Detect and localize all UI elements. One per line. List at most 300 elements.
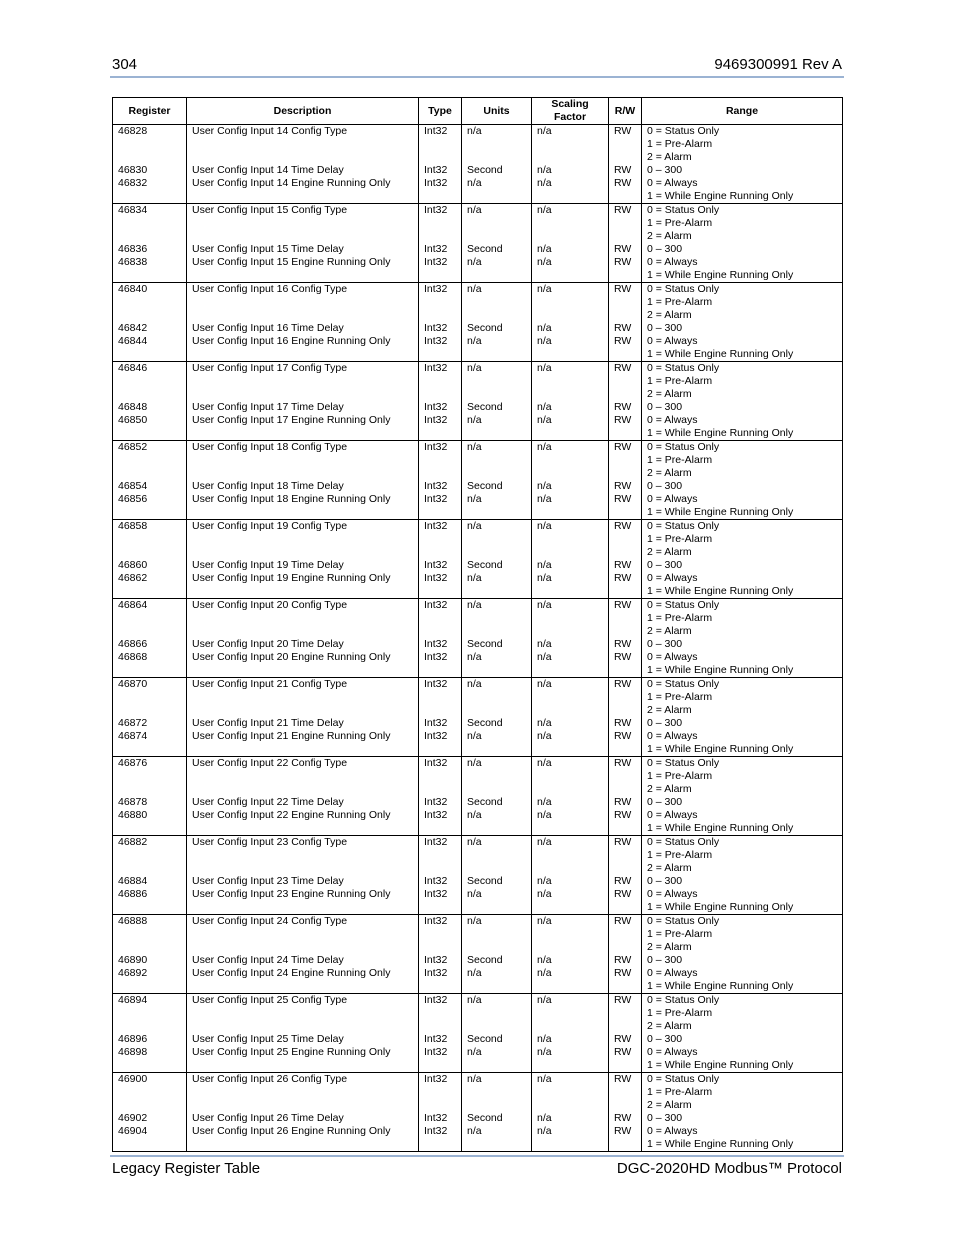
cell-units: n/a xyxy=(462,836,532,876)
cell-register: 46890 xyxy=(113,954,187,967)
cell-units: n/a xyxy=(462,757,532,797)
range-line: 0 = Status Only xyxy=(647,1073,720,1085)
table-row xyxy=(113,335,843,362)
cell-range xyxy=(642,480,843,493)
range-line: 0 = Status Only xyxy=(647,362,720,374)
range-line: 0 – 300 xyxy=(647,401,683,413)
range-line: 0 – 300 xyxy=(647,322,683,334)
cell-rw: RW xyxy=(609,875,642,888)
table-row xyxy=(113,283,843,323)
cell-range xyxy=(642,1073,843,1113)
range-line: 0 = Always xyxy=(647,414,698,426)
table-row xyxy=(113,967,843,994)
cell-register: 46886 xyxy=(113,888,187,915)
cell-rw: RW xyxy=(609,1046,642,1073)
cell-scaling-factor: n/a xyxy=(532,809,609,836)
cell-register: 46870 xyxy=(113,678,187,718)
cell-units: Second xyxy=(462,954,532,967)
cell-rw: RW xyxy=(609,177,642,204)
cell-description: User Config Input 16 Config Type xyxy=(187,283,419,323)
cell-units: n/a xyxy=(462,572,532,599)
cell-type: Int32 xyxy=(419,401,462,414)
range-line: 1 = While Engine Running Only xyxy=(647,427,794,439)
cell-rw: RW xyxy=(609,954,642,967)
table-row xyxy=(113,1112,843,1125)
cell-range xyxy=(642,967,843,994)
cell-register: 46840 xyxy=(113,283,187,323)
cell-type: Int32 xyxy=(419,335,462,362)
range-line: 2 = Alarm xyxy=(647,230,692,242)
cell-register: 46876 xyxy=(113,757,187,797)
cell-register: 46854 xyxy=(113,480,187,493)
cell-range xyxy=(642,1033,843,1046)
cell-type: Int32 xyxy=(419,177,462,204)
cell-rw: RW xyxy=(609,204,642,244)
cell-scaling-factor: n/a xyxy=(532,401,609,414)
cell-range xyxy=(642,493,843,520)
cell-type: Int32 xyxy=(419,520,462,560)
cell-rw: RW xyxy=(609,1073,642,1113)
range-line: 2 = Alarm xyxy=(647,1020,692,1032)
cell-register: 46888 xyxy=(113,915,187,955)
range-line: 0 = Status Only xyxy=(647,994,720,1006)
range-line: 1 = Pre-Alarm xyxy=(647,454,713,466)
table-row xyxy=(113,875,843,888)
cell-register: 46844 xyxy=(113,335,187,362)
cell-scaling-factor: n/a xyxy=(532,1125,609,1152)
table-row xyxy=(113,493,843,520)
table-row xyxy=(113,915,843,955)
table-row xyxy=(113,414,843,441)
cell-description: User Config Input 21 Time Delay xyxy=(187,717,419,730)
cell-rw: RW xyxy=(609,796,642,809)
cell-range xyxy=(642,796,843,809)
col-header-units: Units xyxy=(462,98,532,125)
cell-range xyxy=(642,335,843,362)
cell-description: User Config Input 19 Time Delay xyxy=(187,559,419,572)
range-line: 2 = Alarm xyxy=(647,467,692,479)
cell-description: User Config Input 18 Time Delay xyxy=(187,480,419,493)
cell-rw: RW xyxy=(609,1033,642,1046)
cell-units: n/a xyxy=(462,1125,532,1152)
cell-scaling-factor: n/a xyxy=(532,638,609,651)
cell-scaling-factor: n/a xyxy=(532,1112,609,1125)
cell-type: Int32 xyxy=(419,875,462,888)
cell-description: User Config Input 14 Config Type xyxy=(187,125,419,165)
cell-units: n/a xyxy=(462,730,532,757)
range-line: 0 = Status Only xyxy=(647,599,720,611)
cell-description: User Config Input 24 Config Type xyxy=(187,915,419,955)
cell-rw: RW xyxy=(609,1125,642,1152)
cell-range xyxy=(642,954,843,967)
range-line: 0 = Status Only xyxy=(647,520,720,532)
cell-range xyxy=(642,322,843,335)
range-line: 1 = Pre-Alarm xyxy=(647,928,713,940)
cell-rw: RW xyxy=(609,493,642,520)
range-line: 0 = Status Only xyxy=(647,441,720,453)
cell-description: User Config Input 23 Engine Running Only xyxy=(187,888,419,915)
cell-scaling-factor: n/a xyxy=(532,836,609,876)
cell-rw: RW xyxy=(609,638,642,651)
cell-type: Int32 xyxy=(419,125,462,165)
cell-scaling-factor: n/a xyxy=(532,414,609,441)
table-row xyxy=(113,1125,843,1152)
cell-description: User Config Input 25 Config Type xyxy=(187,994,419,1034)
range-line: 0 = Status Only xyxy=(647,757,720,769)
cell-scaling-factor: n/a xyxy=(532,1046,609,1073)
cell-type: Int32 xyxy=(419,1073,462,1113)
cell-type: Int32 xyxy=(419,796,462,809)
cell-range xyxy=(642,888,843,915)
footer-product-title: DGC-2020HD Modbus™ Protocol xyxy=(616,1160,842,1177)
cell-range xyxy=(642,520,843,560)
cell-scaling-factor: n/a xyxy=(532,967,609,994)
cell-description: User Config Input 21 Config Type xyxy=(187,678,419,718)
cell-rw: RW xyxy=(609,967,642,994)
table-row xyxy=(113,177,843,204)
cell-register: 46830 xyxy=(113,164,187,177)
cell-rw: RW xyxy=(609,1112,642,1125)
cell-rw: RW xyxy=(609,809,642,836)
range-line: 0 = Always xyxy=(647,809,698,821)
table-row xyxy=(113,678,843,718)
range-line: 1 = Pre-Alarm xyxy=(647,533,713,545)
cell-scaling-factor: n/a xyxy=(532,757,609,797)
cell-scaling-factor: n/a xyxy=(532,283,609,323)
range-line: 0 – 300 xyxy=(647,559,683,571)
cell-type: Int32 xyxy=(419,994,462,1034)
range-line: 1 = While Engine Running Only xyxy=(647,348,794,360)
cell-rw: RW xyxy=(609,362,642,402)
cell-rw: RW xyxy=(609,256,642,283)
cell-description: User Config Input 25 Engine Running Only xyxy=(187,1046,419,1073)
cell-scaling-factor: n/a xyxy=(532,730,609,757)
cell-scaling-factor: n/a xyxy=(532,243,609,256)
cell-rw: RW xyxy=(609,915,642,955)
table-row xyxy=(113,1073,843,1113)
cell-units: n/a xyxy=(462,915,532,955)
cell-scaling-factor: n/a xyxy=(532,204,609,244)
cell-type: Int32 xyxy=(419,164,462,177)
range-line: 1 = Pre-Alarm xyxy=(647,770,713,782)
range-line: 0 – 300 xyxy=(647,480,683,492)
table-row xyxy=(113,954,843,967)
table-row xyxy=(113,572,843,599)
cell-units: n/a xyxy=(462,204,532,244)
cell-scaling-factor: n/a xyxy=(532,177,609,204)
table-row xyxy=(113,125,843,165)
cell-range xyxy=(642,717,843,730)
range-line: 1 = Pre-Alarm xyxy=(647,296,713,308)
cell-rw: RW xyxy=(609,414,642,441)
cell-description: User Config Input 16 Engine Running Only xyxy=(187,335,419,362)
table-row xyxy=(113,638,843,651)
cell-scaling-factor: n/a xyxy=(532,335,609,362)
cell-register: 46878 xyxy=(113,796,187,809)
range-line: 0 = Always xyxy=(647,730,698,742)
range-line: 0 = Always xyxy=(647,335,698,347)
range-line: 0 = Always xyxy=(647,572,698,584)
range-line: 1 = Pre-Alarm xyxy=(647,138,713,150)
cell-description: User Config Input 24 Time Delay xyxy=(187,954,419,967)
cell-range xyxy=(642,256,843,283)
cell-range xyxy=(642,915,843,955)
cell-units: n/a xyxy=(462,599,532,639)
cell-register: 46842 xyxy=(113,322,187,335)
range-line: 2 = Alarm xyxy=(647,783,692,795)
range-line: 1 = While Engine Running Only xyxy=(647,1059,794,1071)
cell-register: 46832 xyxy=(113,177,187,204)
cell-type: Int32 xyxy=(419,1033,462,1046)
cell-scaling-factor: n/a xyxy=(532,480,609,493)
cell-rw: RW xyxy=(609,757,642,797)
range-line: 0 = Always xyxy=(647,1125,698,1137)
cell-register: 46904 xyxy=(113,1125,187,1152)
cell-rw: RW xyxy=(609,572,642,599)
cell-description: User Config Input 21 Engine Running Only xyxy=(187,730,419,757)
cell-units: n/a xyxy=(462,335,532,362)
cell-units: Second xyxy=(462,480,532,493)
cell-units: n/a xyxy=(462,994,532,1034)
cell-scaling-factor: n/a xyxy=(532,888,609,915)
cell-register: 46852 xyxy=(113,441,187,481)
cell-units: n/a xyxy=(462,520,532,560)
range-line: 1 = Pre-Alarm xyxy=(647,375,713,387)
cell-units: n/a xyxy=(462,177,532,204)
cell-range xyxy=(642,572,843,599)
cell-range xyxy=(642,441,843,481)
cell-range xyxy=(642,1125,843,1152)
cell-rw: RW xyxy=(609,678,642,718)
cell-register: 46900 xyxy=(113,1073,187,1113)
range-line: 1 = Pre-Alarm xyxy=(647,612,713,624)
cell-range xyxy=(642,401,843,414)
cell-type: Int32 xyxy=(419,204,462,244)
cell-units: n/a xyxy=(462,441,532,481)
range-line: 0 = Always xyxy=(647,651,698,663)
table-row xyxy=(113,322,843,335)
col-header-scaling-factor: Scaling Factor xyxy=(532,98,609,125)
range-line: 0 = Always xyxy=(647,967,698,979)
cell-description: User Config Input 18 Config Type xyxy=(187,441,419,481)
col-header-range: Range xyxy=(642,98,843,125)
cell-units: Second xyxy=(462,717,532,730)
document-number: 9469300991 Rev A xyxy=(714,56,842,73)
range-line: 2 = Alarm xyxy=(647,625,692,637)
cell-range xyxy=(642,994,843,1034)
range-line: 2 = Alarm xyxy=(647,862,692,874)
cell-units: Second xyxy=(462,559,532,572)
cell-scaling-factor: n/a xyxy=(532,1073,609,1113)
cell-description: User Config Input 23 Time Delay xyxy=(187,875,419,888)
cell-rw: RW xyxy=(609,283,642,323)
cell-description: User Config Input 15 Config Type xyxy=(187,204,419,244)
range-line: 0 – 300 xyxy=(647,717,683,729)
cell-description: User Config Input 23 Config Type xyxy=(187,836,419,876)
col-header-description: Description xyxy=(187,98,419,125)
cell-rw: RW xyxy=(609,401,642,414)
range-line: 2 = Alarm xyxy=(647,941,692,953)
cell-units: n/a xyxy=(462,809,532,836)
cell-units: n/a xyxy=(462,888,532,915)
header-divider xyxy=(110,76,844,78)
range-line: 1 = While Engine Running Only xyxy=(647,190,794,202)
cell-units: n/a xyxy=(462,651,532,678)
range-line: 0 – 300 xyxy=(647,638,683,650)
range-line: 1 = Pre-Alarm xyxy=(647,1086,713,1098)
cell-scaling-factor: n/a xyxy=(532,441,609,481)
table-row xyxy=(113,809,843,836)
cell-register: 46838 xyxy=(113,256,187,283)
cell-scaling-factor: n/a xyxy=(532,362,609,402)
cell-rw: RW xyxy=(609,243,642,256)
cell-scaling-factor: n/a xyxy=(532,717,609,730)
cell-type: Int32 xyxy=(419,572,462,599)
page-number: 304 xyxy=(112,56,138,73)
table-row xyxy=(113,441,843,481)
cell-scaling-factor: n/a xyxy=(532,256,609,283)
cell-range xyxy=(642,1112,843,1125)
range-line: 0 – 300 xyxy=(647,243,683,255)
cell-scaling-factor: n/a xyxy=(532,954,609,967)
cell-type: Int32 xyxy=(419,256,462,283)
cell-description: User Config Input 26 Config Type xyxy=(187,1073,419,1113)
range-line: 2 = Alarm xyxy=(647,546,692,558)
cell-register: 46836 xyxy=(113,243,187,256)
cell-rw: RW xyxy=(609,717,642,730)
range-line: 0 – 300 xyxy=(647,954,683,966)
cell-units: n/a xyxy=(462,1046,532,1073)
cell-register: 46834 xyxy=(113,204,187,244)
cell-type: Int32 xyxy=(419,441,462,481)
table-row xyxy=(113,888,843,915)
table-row xyxy=(113,243,843,256)
cell-range xyxy=(642,125,843,165)
cell-description: User Config Input 19 Engine Running Only xyxy=(187,572,419,599)
table-row xyxy=(113,994,843,1034)
col-header-register: Register xyxy=(113,98,187,125)
footer-section-title: Legacy Register Table xyxy=(112,1160,261,1177)
range-line: 1 = While Engine Running Only xyxy=(647,980,794,992)
cell-description: User Config Input 20 Config Type xyxy=(187,599,419,639)
table-row xyxy=(113,599,843,639)
cell-rw: RW xyxy=(609,520,642,560)
cell-description: User Config Input 17 Config Type xyxy=(187,362,419,402)
table-row xyxy=(113,256,843,283)
cell-register: 46882 xyxy=(113,836,187,876)
cell-units: Second xyxy=(462,1033,532,1046)
cell-range xyxy=(642,730,843,757)
cell-units: n/a xyxy=(462,1073,532,1113)
range-line: 2 = Alarm xyxy=(647,1099,692,1111)
cell-range xyxy=(642,177,843,204)
cell-units: Second xyxy=(462,164,532,177)
range-line: 1 = Pre-Alarm xyxy=(647,1007,713,1019)
cell-type: Int32 xyxy=(419,954,462,967)
cell-scaling-factor: n/a xyxy=(532,651,609,678)
cell-register: 46902 xyxy=(113,1112,187,1125)
cell-type: Int32 xyxy=(419,362,462,402)
table-row xyxy=(113,796,843,809)
cell-units: Second xyxy=(462,638,532,651)
cell-range xyxy=(642,599,843,639)
cell-range xyxy=(642,809,843,836)
cell-type: Int32 xyxy=(419,836,462,876)
range-line: 1 = Pre-Alarm xyxy=(647,849,713,861)
table-row xyxy=(113,651,843,678)
cell-register: 46828 xyxy=(113,125,187,165)
cell-units: n/a xyxy=(462,414,532,441)
register-table xyxy=(112,97,843,1152)
cell-scaling-factor: n/a xyxy=(532,559,609,572)
cell-type: Int32 xyxy=(419,243,462,256)
cell-units: n/a xyxy=(462,256,532,283)
cell-register: 46892 xyxy=(113,967,187,994)
cell-scaling-factor: n/a xyxy=(532,520,609,560)
cell-range xyxy=(642,414,843,441)
cell-type: Int32 xyxy=(419,809,462,836)
cell-description: User Config Input 18 Engine Running Only xyxy=(187,493,419,520)
cell-scaling-factor: n/a xyxy=(532,125,609,165)
cell-units: Second xyxy=(462,1112,532,1125)
cell-range xyxy=(642,164,843,177)
cell-scaling-factor: n/a xyxy=(532,994,609,1034)
range-line: 2 = Alarm xyxy=(647,704,692,716)
cell-description: User Config Input 14 Engine Running Only xyxy=(187,177,419,204)
range-line: 0 – 300 xyxy=(647,796,683,808)
cell-description: User Config Input 16 Time Delay xyxy=(187,322,419,335)
cell-rw: RW xyxy=(609,125,642,165)
cell-range xyxy=(642,638,843,651)
range-line: 1 = Pre-Alarm xyxy=(647,691,713,703)
cell-register: 46896 xyxy=(113,1033,187,1046)
cell-rw: RW xyxy=(609,322,642,335)
range-line: 0 = Always xyxy=(647,493,698,505)
cell-description: User Config Input 17 Time Delay xyxy=(187,401,419,414)
cell-description: User Config Input 24 Engine Running Only xyxy=(187,967,419,994)
cell-register: 46858 xyxy=(113,520,187,560)
range-line: 0 = Status Only xyxy=(647,283,720,295)
cell-type: Int32 xyxy=(419,1112,462,1125)
cell-register: 46894 xyxy=(113,994,187,1034)
cell-description: User Config Input 15 Engine Running Only xyxy=(187,256,419,283)
range-line: 2 = Alarm xyxy=(647,388,692,400)
table-row xyxy=(113,559,843,572)
cell-rw: RW xyxy=(609,651,642,678)
cell-rw: RW xyxy=(609,599,642,639)
table-row xyxy=(113,836,843,876)
cell-register: 46862 xyxy=(113,572,187,599)
range-line: 0 = Always xyxy=(647,1046,698,1058)
footer-divider xyxy=(110,1155,844,1157)
cell-description: User Config Input 22 Config Type xyxy=(187,757,419,797)
cell-units: n/a xyxy=(462,125,532,165)
cell-range xyxy=(642,651,843,678)
cell-type: Int32 xyxy=(419,915,462,955)
cell-register: 46884 xyxy=(113,875,187,888)
cell-scaling-factor: n/a xyxy=(532,1033,609,1046)
cell-type: Int32 xyxy=(419,730,462,757)
cell-type: Int32 xyxy=(419,559,462,572)
table-row xyxy=(113,717,843,730)
cell-register: 46868 xyxy=(113,651,187,678)
cell-register: 46848 xyxy=(113,401,187,414)
cell-register: 46856 xyxy=(113,493,187,520)
range-line: 1 = While Engine Running Only xyxy=(647,664,794,676)
cell-units: Second xyxy=(462,796,532,809)
cell-scaling-factor: n/a xyxy=(532,322,609,335)
range-line: 1 = Pre-Alarm xyxy=(647,217,713,229)
